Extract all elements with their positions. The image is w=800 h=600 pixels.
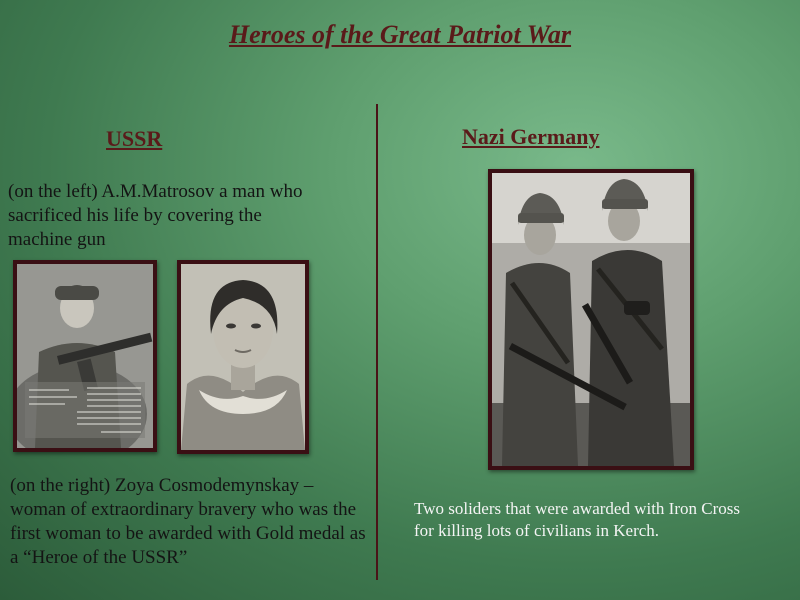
zoya-photo-image bbox=[181, 264, 305, 450]
matrosov-photo bbox=[13, 260, 157, 452]
nazi-germany-heading: Nazi Germany bbox=[462, 124, 600, 149]
vertical-divider bbox=[376, 104, 378, 580]
soldiers-caption: Two soliders that were awarded with Iron Cross for killing lots of civilians in Kerch. bbox=[414, 499, 740, 540]
soldiers-photo bbox=[488, 169, 694, 470]
matrosov-photo-image bbox=[17, 264, 153, 448]
zoya-photo bbox=[177, 260, 309, 454]
ussr-heading: USSR bbox=[106, 126, 163, 151]
zoya-caption: (on the right) Zoya Cosmodemynskay – woman of extraordinary bravery who was the first woman to be awarded with Gold medal as a “Heroe of the USSR” bbox=[10, 475, 366, 568]
slide-title: Heroes of the Great Patriot War bbox=[228, 20, 572, 49]
soldiers-photo-image bbox=[492, 173, 690, 466]
matrosov-caption: (on the left) A.M.Matrosov a man who sacrificed his life by covering the machine gun bbox=[8, 181, 303, 250]
